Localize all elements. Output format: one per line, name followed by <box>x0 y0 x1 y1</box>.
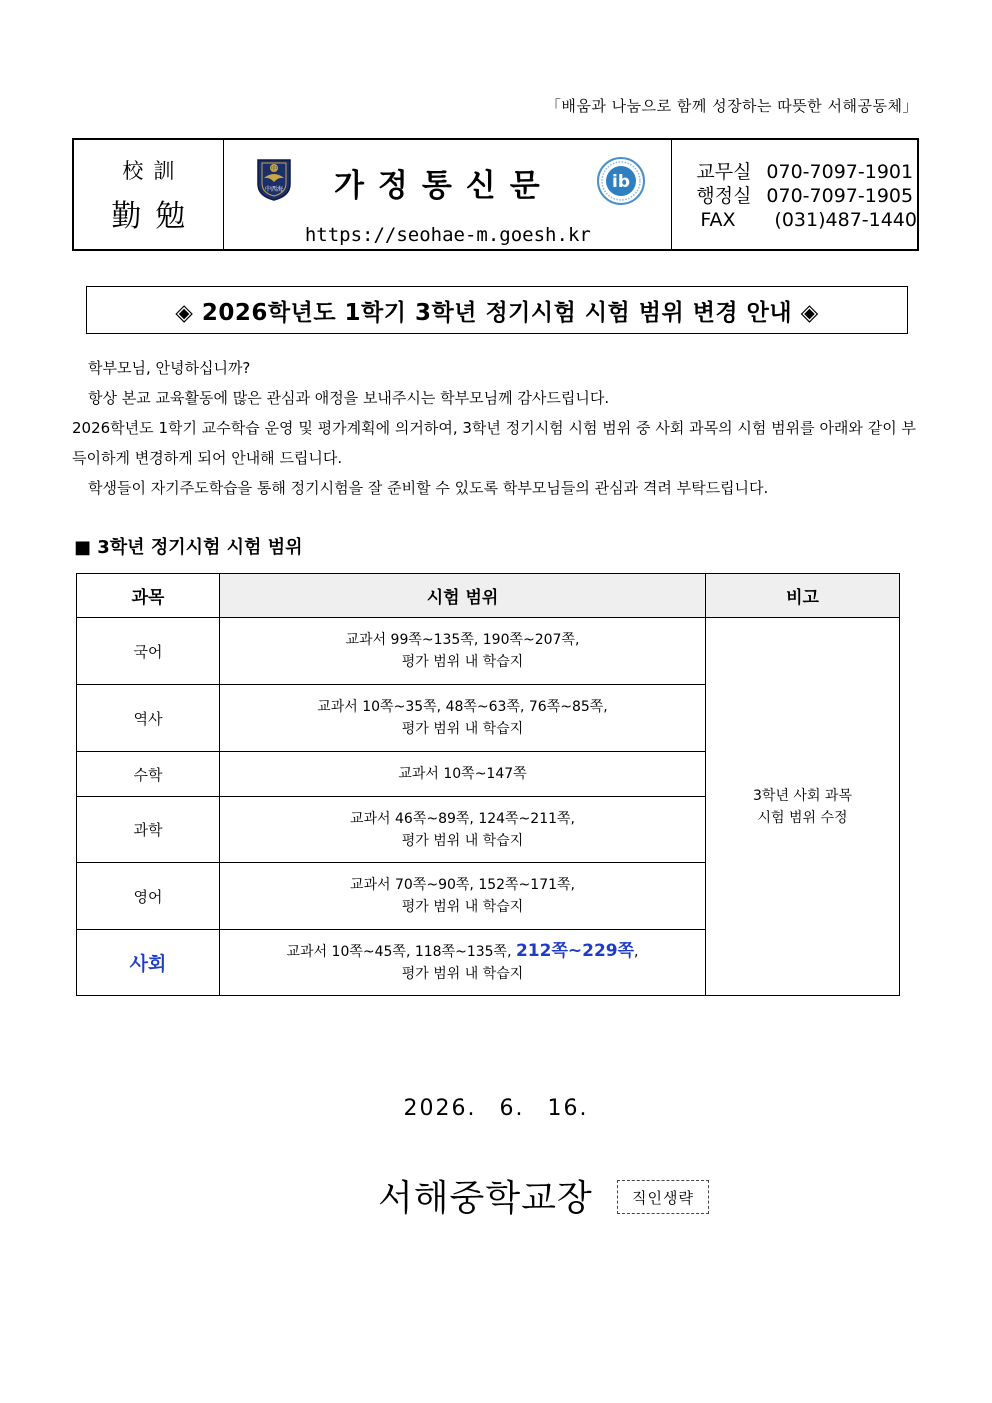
column-header-range: 시험 범위 <box>220 574 706 618</box>
subject-cell: 수학 <box>77 752 220 797</box>
contact-info <box>672 140 917 249</box>
range-line: 교과서 70쪽~90쪽, 152쪽~171쪽, <box>349 877 575 893</box>
contact-label: 교무실 <box>696 161 752 183</box>
contact-label: FAX <box>700 209 736 231</box>
note-line: 3학년 사회 과목 <box>753 787 852 804</box>
range-line: 평가 범위 내 학습지 <box>401 899 524 915</box>
range-line <box>220 940 705 963</box>
contact-row-fax <box>696 208 917 232</box>
range-line: 평가 범위 내 학습지 <box>401 721 524 737</box>
principal-signature: 서해중학교장 <box>378 1178 593 1219</box>
subject-cell: 역사 <box>77 685 220 752</box>
range-cell <box>220 685 706 752</box>
contact-label: 행정실 <box>696 185 752 207</box>
svg-text:ib: ib <box>611 172 630 192</box>
range-cell <box>220 618 706 685</box>
contact-value: 070-7097-1901 <box>766 161 914 183</box>
body-paragraph: 2026학년도 1학기 교수학습 운영 및 평가계획에 의거하여, 3학년 정기시험 시험 범위 중 사회 과목의 시험 범위를 아래와 같이 부득이하게 변경하게 되어 안내해 드립니다. <box>72 419 916 467</box>
note-cell <box>706 618 900 996</box>
section-title: ■ 3학년 정기시험 시험 범위 <box>74 537 303 558</box>
column-header-note: 비고 <box>706 574 900 618</box>
greeting: 학부모님, 안녕하십니까? <box>88 359 251 377</box>
range-line: 평가 범위 내 학습지 <box>401 654 524 670</box>
range-cell <box>220 797 706 863</box>
contact-value: (031)487-1440 <box>774 209 917 231</box>
subject-cell-changed: 사회 <box>77 930 220 996</box>
motto-value: 勤勉 <box>111 198 200 234</box>
range-line: 평가 범위 내 학습지 <box>401 832 524 849</box>
column-header-subject: 과목 <box>77 574 220 618</box>
subject-cell: 과학 <box>77 797 220 863</box>
range-line: 교과서 46쪽~89쪽, 124쪽~211쪽, <box>349 810 575 827</box>
range-cell <box>220 930 706 996</box>
subject-cell: 국어 <box>77 618 220 685</box>
letterhead <box>72 138 919 251</box>
table-header-row <box>77 574 900 618</box>
body-paragraph: 학생들이 자기주도학습을 통해 정기시험을 잘 준비할 수 있도록 학부모님들의 관심과 격려 부탁드립니다. <box>88 479 769 497</box>
range-line: 평가 범위 내 학습지 <box>401 966 524 982</box>
seal-omitted-stamp: 직인생략 <box>617 1180 709 1214</box>
exam-range-table <box>76 573 900 996</box>
range-text: , <box>634 944 639 960</box>
school-emblem-icon <box>256 158 292 202</box>
svg-text:中: 中 <box>270 165 277 173</box>
note-line: 시험 범위 수정 <box>757 809 848 826</box>
body-paragraph: 항상 본교 교육활동에 많은 관심과 애정을 보내주시는 학부모님께 감사드립니다. <box>88 389 610 407</box>
issue-date: 2026. 6. 16. <box>403 1096 589 1121</box>
range-line: 교과서 10쪽~147쪽 <box>398 766 527 782</box>
contact-row-academic <box>696 160 917 184</box>
table-row <box>77 618 900 685</box>
range-line: 교과서 10쪽~35쪽, 48쪽~63쪽, 76쪽~85쪽, <box>317 699 608 715</box>
range-line: 교과서 99쪽~135쪽, 190쪽~207쪽, <box>345 632 580 648</box>
changed-range: 212쪽~229쪽 <box>515 941 635 961</box>
slogan: 「배움과 나눔으로 함께 성장하는 따뜻한 서해공동체」 <box>545 97 918 115</box>
letter-body <box>72 353 916 503</box>
title-area <box>224 140 673 249</box>
notice-title: ◈ 2026학년도 1학기 3학년 정기시험 시험 범위 변경 안내 ◈ <box>86 286 908 334</box>
range-text: 교과서 10쪽~45쪽, 118쪽~135쪽, <box>286 944 516 960</box>
school-url[interactable]: https://seohae-m.goesh.kr <box>304 224 591 246</box>
motto-label: 校訓 <box>122 158 185 183</box>
contact-value: 070-7097-1905 <box>766 185 914 207</box>
range-cell <box>220 752 706 797</box>
subject-cell: 영어 <box>77 863 220 930</box>
document-type-title: 가정통신문 <box>333 168 554 204</box>
contact-row-admin <box>696 184 917 208</box>
range-cell <box>220 863 706 930</box>
school-motto <box>74 140 224 249</box>
emblem-text: 中西海 <box>264 186 283 193</box>
ib-logo-icon <box>596 156 646 206</box>
